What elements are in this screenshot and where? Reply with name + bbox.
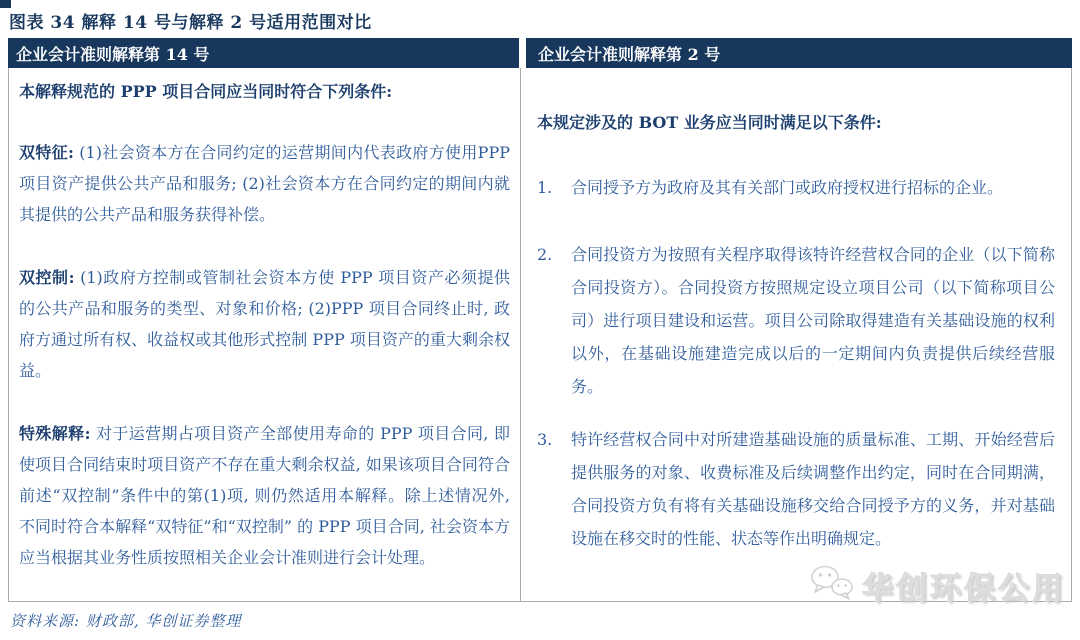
column-interpretation-14 xyxy=(9,68,521,601)
paragraph-dual-feature xyxy=(19,137,510,230)
list-item-number: 2. xyxy=(537,245,553,264)
paragraph-special-interpretation xyxy=(19,418,510,573)
figure-title: 图表 34 解释 14 号与解释 2 号适用范围对比 xyxy=(9,13,372,33)
header-cell-interpretation-2: 企业会计准则解释第 2 号 xyxy=(526,38,1072,68)
paragraph-text: (1)社会资本方在合同约定的运营期间内代表政府方使用PPP 项目资产提供公共产品和服务; (2)社会资本方在合同约定的期间内就其提供的公共产品和服务获得补偿。 xyxy=(19,143,510,224)
list-item xyxy=(537,171,1055,204)
header-divider xyxy=(519,38,526,68)
column-interpretation-2 xyxy=(521,68,1071,601)
list-item xyxy=(537,238,1055,403)
paragraph-label: 双特征: xyxy=(19,143,74,162)
wechat-chat-bubbles-icon xyxy=(808,562,856,608)
brand-watermark xyxy=(808,562,1066,608)
list-item-text: 合同授予方为政府及其有关部门或政府授权进行招标的企业。 xyxy=(571,178,1004,197)
right-intro-text: 本规定涉及的 BOT 业务应当同时满足以下条件: xyxy=(537,113,882,132)
header-cell-interpretation-14: 企业会计准则解释第 14 号 xyxy=(8,38,519,68)
paragraph-text: 对于运营期占项目资产全部使用寿命的 PPP 项目合同, 即使项目合同结束时项目资产不存在重大剩余权益, 如果该项目合同符合前述“双控制”条件中的第(1)项, 则仍然适用本解释。除上述情况外, 不同时符合本解释“双特征”和“双控制” 的 PPP 项目合同, 社会资本方应当根据其业务性质按照相关企业会计准则进行会计处理。 xyxy=(19,424,510,567)
page-corner-block xyxy=(0,0,11,8)
paragraph-label: 双控制: xyxy=(19,268,75,287)
source-note: 资料来源: 财政部, 华创证券整理 xyxy=(10,612,242,630)
paragraph-dual-control xyxy=(19,262,510,386)
table-header-row xyxy=(8,38,1072,68)
comparison-table xyxy=(8,38,1072,602)
list-item-number: 1. xyxy=(537,178,553,197)
left-intro-text: 本解释规范的 PPP 项目合同应当同时符合下列条件: xyxy=(19,82,393,101)
list-item-text: 特许经营权合同中对所建造基础设施的质量标准、工期、开始经营后提供服务的对象、收费标准及后续调整作出约定，同时在合同期满，合同投资方负有将有关基础设施移交给合同授予方的义务，并对基础设施在移交时的性能、状态等作出明确规定。 xyxy=(571,430,1055,548)
list-item xyxy=(537,423,1055,555)
paragraph-label: 特殊解释: xyxy=(19,424,91,443)
table-body-row xyxy=(8,68,1072,602)
watermark-text: 华创环保公用 xyxy=(862,570,1066,607)
paragraph-text: (1)政府方控制或管制社会资本方使 PPP 项目资产必须提供的公共产品和服务的类型、对象和价格; (2)PPP 项目合同终止时, 政府方通过所有权、收益权或其他形式控制 PPP 项目资产的重大剩余权益。 xyxy=(19,268,510,380)
list-item-text: 合同投资方为按照有关程序取得该特许经营权合同的企业（以下简称合同投资方）。合同投资方按照规定设立项目公司（以下简称项目公司）进行项目建设和运营。项目公司除取得建造有关基础设施的权利以外，在基础设施建造完成以后的一定期间内负责提供后续经营服务。 xyxy=(571,245,1055,396)
list-item-number: 3. xyxy=(537,430,553,449)
